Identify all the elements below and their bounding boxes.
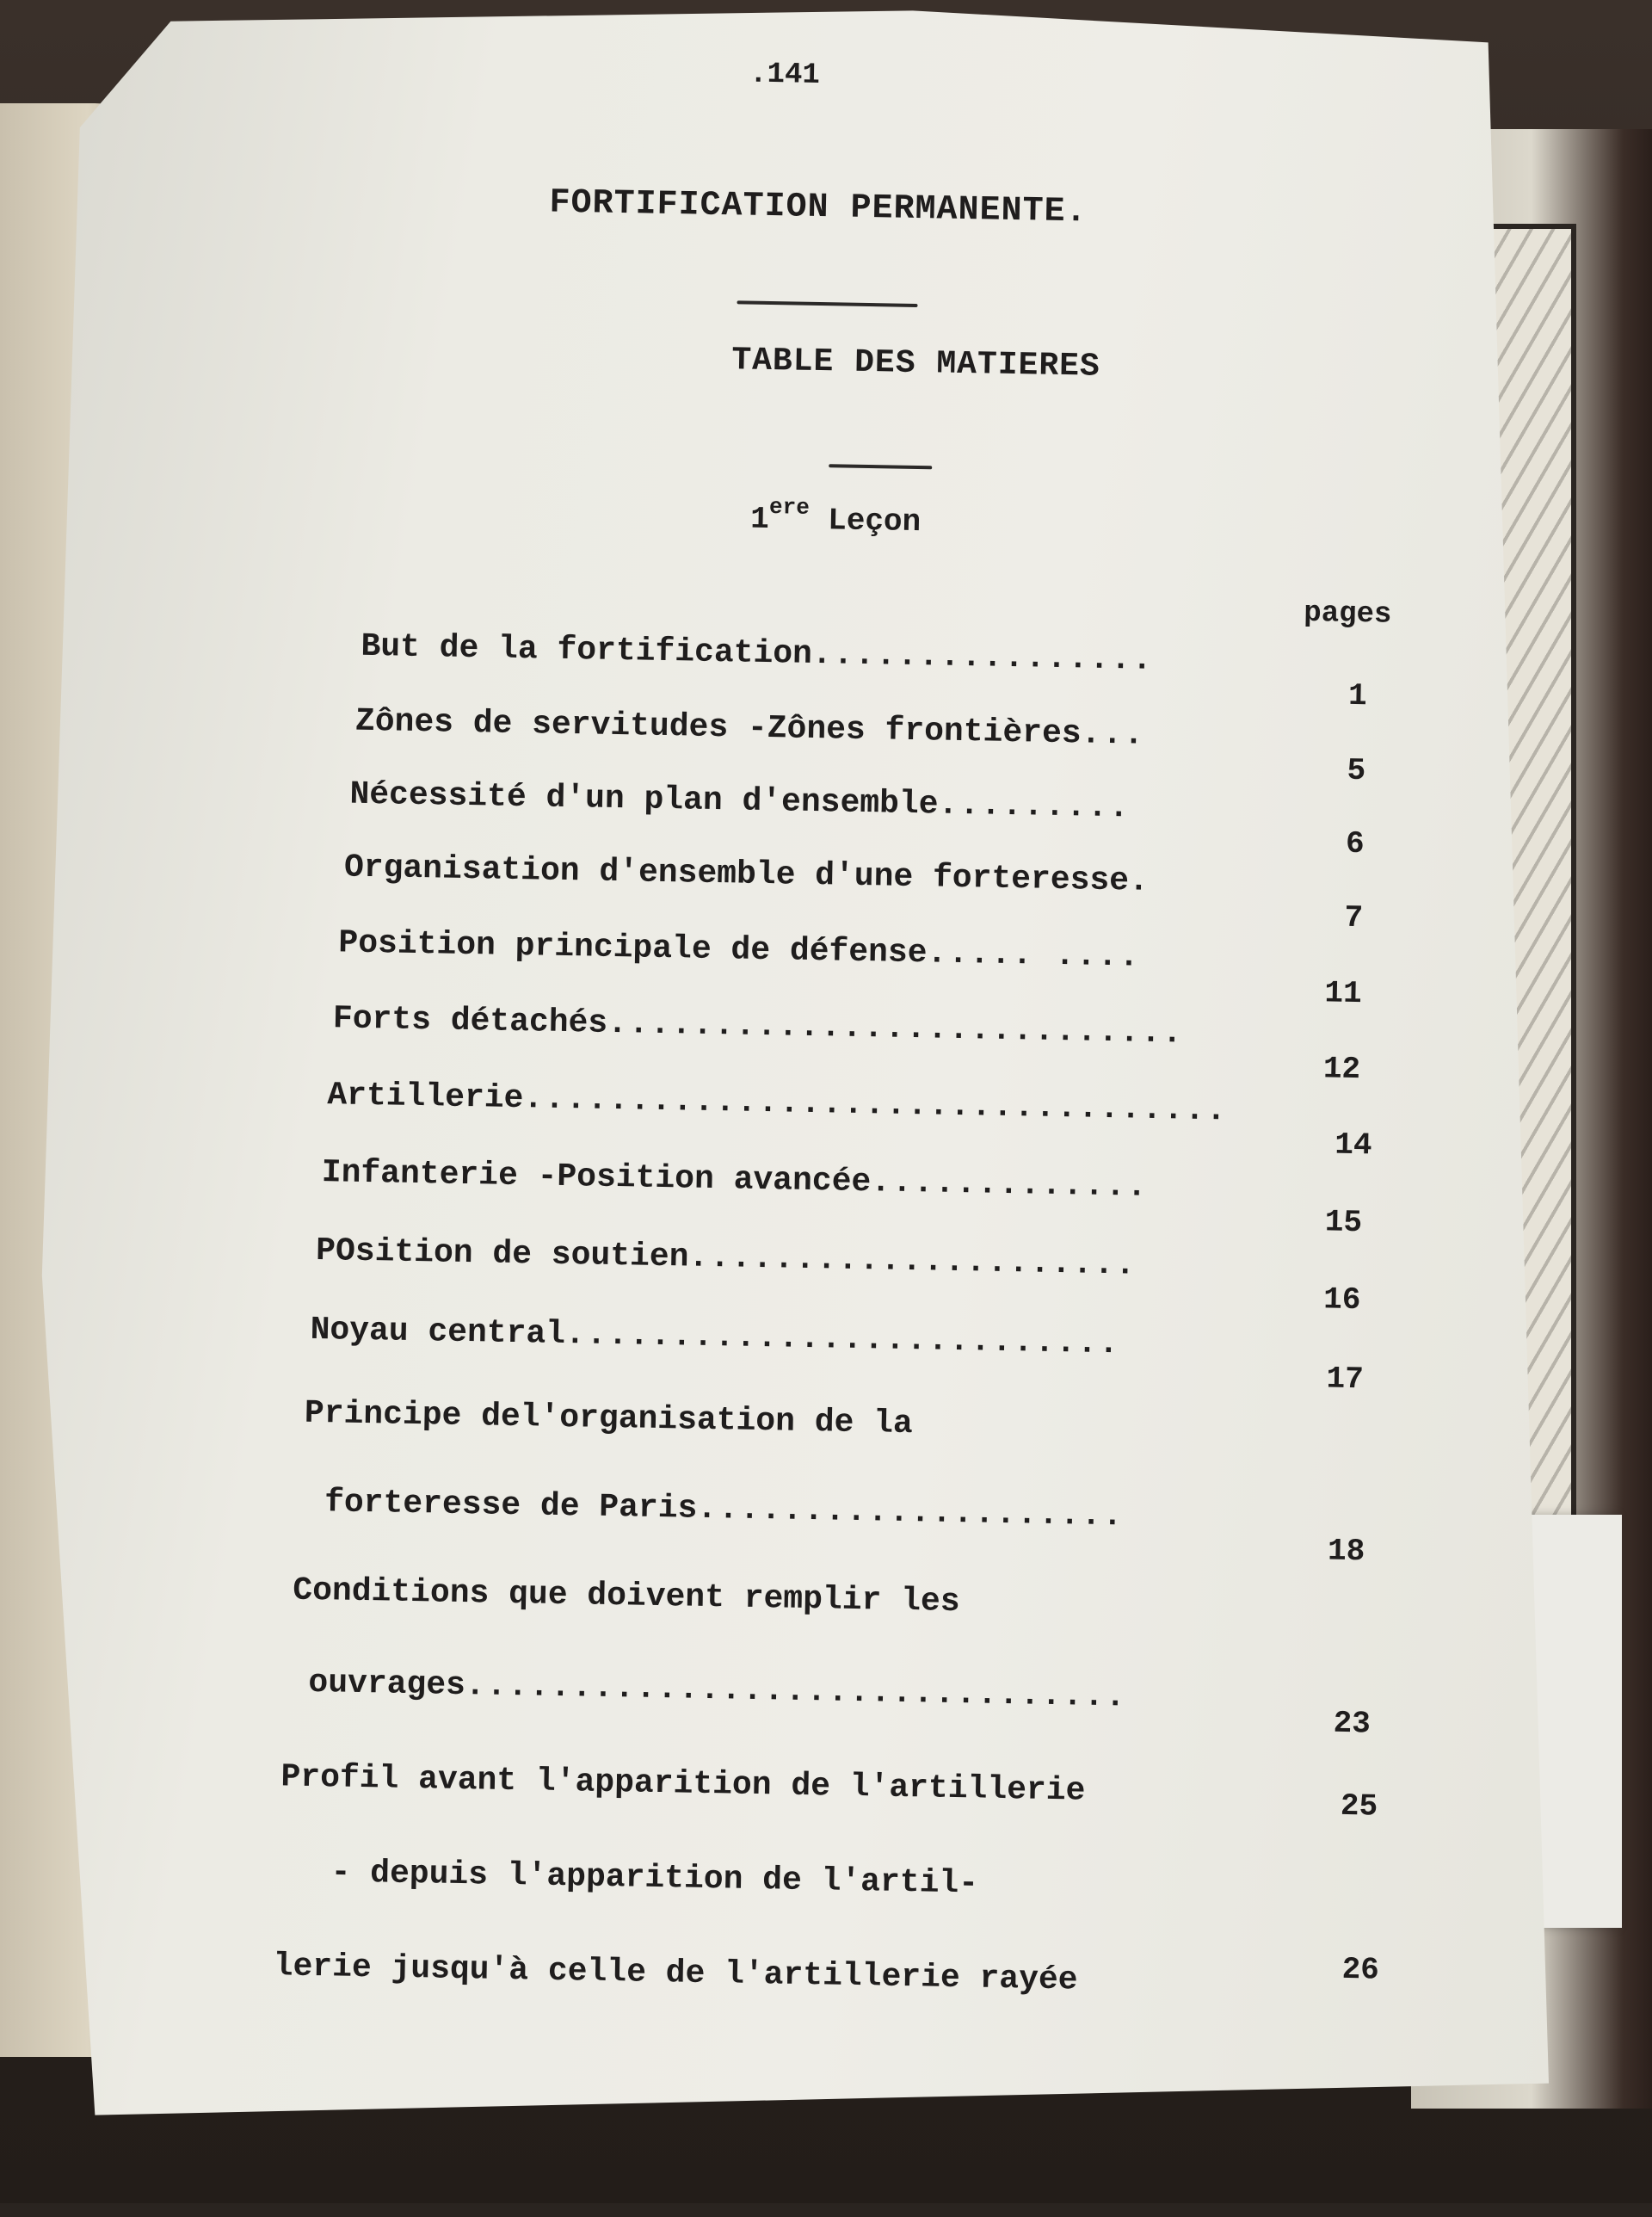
toc-entry-label: Artillerie — [327, 1077, 524, 1118]
toc-entry-page: 5 — [1347, 752, 1366, 789]
page-number: .141 — [749, 58, 821, 92]
toc-entry-leader: ..... .... — [927, 935, 1141, 976]
pages-column-header: pages — [1303, 596, 1392, 632]
toc-entry-label: - depuis l'apparition de l'artil- — [330, 1854, 979, 1903]
toc-entry — [355, 703, 1146, 754]
toc-entry-label: Principe del'organisation de la — [304, 1394, 914, 1443]
toc-entry-page: 11 — [1324, 975, 1362, 1012]
toc-entry-label: POsition de soutien — [315, 1232, 689, 1276]
toc-entry — [330, 1854, 978, 1902]
toc-entry-leader: .......................... — [564, 1316, 1121, 1363]
toc-entry-leader: . — [1128, 862, 1151, 900]
toc-entry-leader: ......... — [938, 786, 1131, 827]
toc-entry — [280, 1758, 1086, 1809]
toc-entry-page: 15 — [1324, 1204, 1363, 1241]
toc-entry-leader: ................ — [811, 635, 1155, 679]
document-title: FORTIFICATION PERMANENTE. — [549, 183, 1088, 232]
toc-entry-leader: ... — [1081, 715, 1146, 754]
toc-entry — [324, 1484, 1125, 1535]
toc-entry — [293, 1572, 960, 1621]
toc-entry-page: 23 — [1333, 1705, 1372, 1742]
toc-entry-label: Conditions que doivent remplir les — [292, 1572, 960, 1621]
toc-entry-label: lerie jusqu'à celle de l'artillerie rayée — [273, 1948, 1078, 1999]
toc-entry-page: 25 — [1340, 1788, 1378, 1825]
toc-entry — [310, 1312, 1120, 1362]
lesson-number: 1 — [749, 501, 770, 538]
toc-entry-label: ouvrages — [308, 1664, 466, 1705]
toc-entry — [333, 1000, 1185, 1052]
title-underline — [737, 300, 917, 307]
toc-entry-page: 7 — [1344, 899, 1364, 936]
toc-entry-label: Position principale de défense — [338, 924, 928, 973]
toc-entry — [308, 1664, 1127, 1716]
table-of-contents-heading: TABLE DES MATIERES — [730, 342, 1101, 386]
toc-entry-label: Organisation d'ensemble d'une forteresse — [343, 849, 1130, 900]
lesson-superscript: ere — [768, 494, 811, 521]
toc-entry-label: Nécessité d'un plan d'ensemble — [349, 775, 939, 824]
lesson-word: Leçon — [827, 503, 922, 540]
toc-entry-leader: ..................... — [688, 1238, 1137, 1284]
toc-entry-page: 1 — [1347, 677, 1368, 714]
toc-entry-page: 17 — [1326, 1361, 1365, 1398]
toc-entry-label: Forts détachés — [332, 1000, 608, 1042]
toc-entry — [344, 849, 1151, 899]
toc-entry-page: 12 — [1322, 1051, 1361, 1088]
toc-entry-label: Zônes de servitudes -Zônes frontières — [354, 702, 1082, 753]
toc-entry — [349, 776, 1131, 827]
toc-entry — [316, 1232, 1137, 1284]
toc-entry-page: 6 — [1345, 825, 1365, 862]
toc-entry — [361, 628, 1154, 679]
toc-entry-leader: ............................... — [465, 1667, 1128, 1716]
toc-entry — [338, 924, 1141, 975]
toc-entry — [327, 1077, 1228, 1129]
toc-entry-label: forteresse de Paris — [324, 1484, 698, 1528]
toc-entry-leader: ............. — [870, 1164, 1150, 1206]
lesson-heading — [749, 494, 922, 540]
heading-underline — [829, 464, 932, 469]
toc-entry-leader: .................... — [696, 1490, 1125, 1535]
toc-entry-page: 14 — [1334, 1127, 1372, 1164]
toc-entry-label: But de la fortification — [361, 627, 813, 673]
toc-entry-page: 18 — [1327, 1533, 1365, 1570]
toc-entry-label: Noyau central — [310, 1311, 566, 1354]
toc-entry-leader: ................................. — [523, 1080, 1229, 1130]
toc-entry-page: 16 — [1322, 1281, 1361, 1318]
toc-entry-label: Profil avant l'apparition de l'artillerie — [280, 1758, 1086, 1810]
toc-entry — [305, 1395, 914, 1442]
toc-entry-label: Infanterie -Position avancée — [321, 1154, 872, 1201]
toc-entry — [273, 1948, 1078, 1998]
toc-entry-page: 26 — [1341, 1951, 1380, 1988]
toc-entry — [321, 1154, 1149, 1206]
toc-entry-leader: ........................... — [607, 1004, 1185, 1053]
